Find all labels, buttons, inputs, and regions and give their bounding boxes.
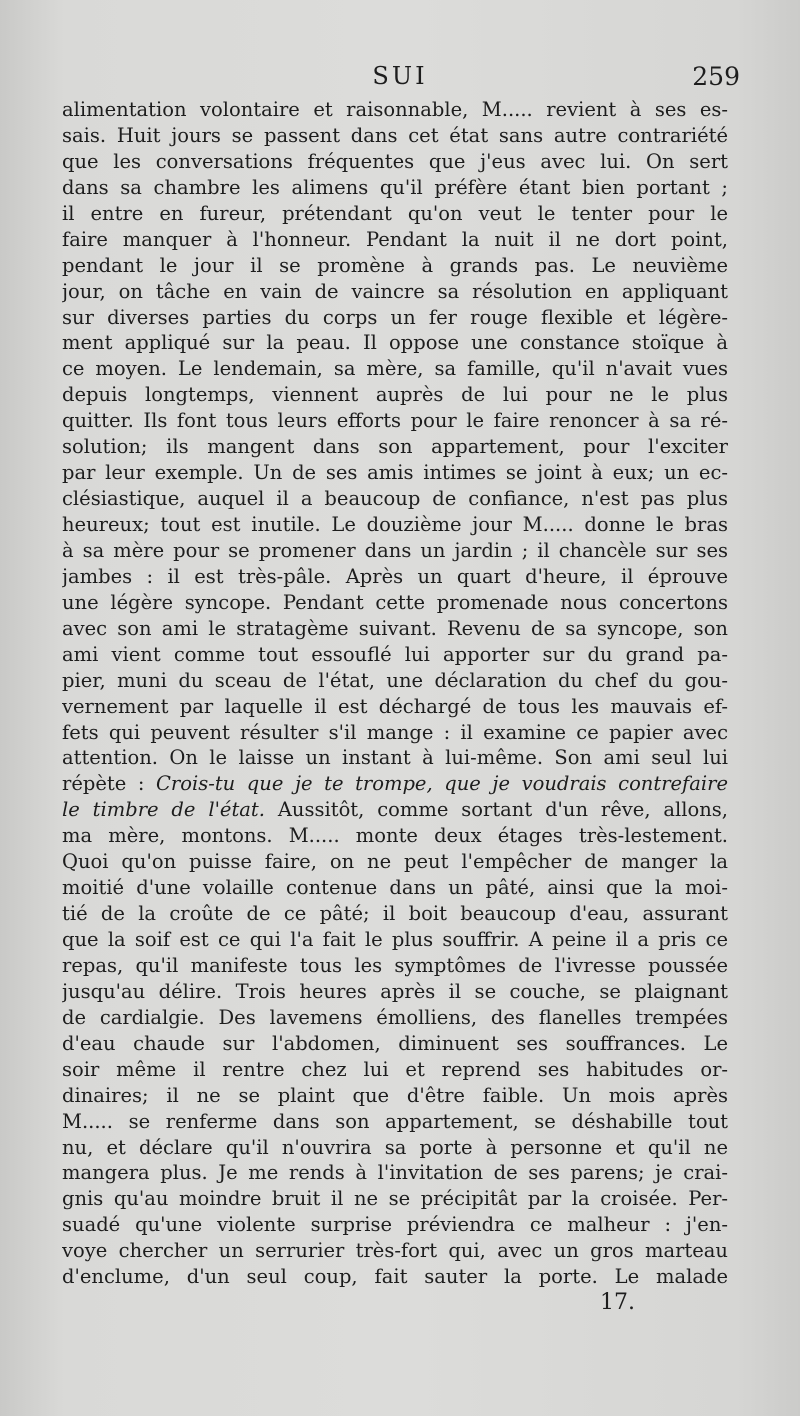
text-line: faire manquer à l'honneur. Pendant la nuit il ne dort point, — [62, 227, 728, 251]
text-line: sur diverses parties du corps un fer rouge flexible et légère- — [62, 305, 728, 329]
text-line: sais. Huit jours se passent dans cet état sans autre contrariété — [62, 123, 728, 147]
text-line: suadé qu'une violente surprise préviendra ce malheur : j'en- — [62, 1213, 728, 1237]
text-line: ma mère, montons. M..... monte deux étages très-lestement. — [62, 824, 728, 848]
text-line: d'enclume, d'un seul coup, fait sauter la porte. Le malade — [62, 1265, 728, 1289]
text-line: mangera plus. Je me rends à l'invitation de ses parens; je crai- — [62, 1161, 728, 1185]
text-line: pendant le jour il se promène à grands pas. Le neuvième — [62, 253, 728, 277]
text-line: repas, qu'il manifeste tous les symptômes de l'ivresse poussée — [62, 953, 728, 977]
text-line: ami vient comme tout essouflé lui apporter sur du grand pa- — [62, 642, 728, 666]
text-line: avec son ami le stratagème suivant. Revenu de sa syncope, son — [62, 616, 728, 640]
text-line: pier, muni du sceau de l'état, une déclaration du chef du gou- — [62, 668, 728, 692]
text-line: nu, et déclare qu'il n'ouvrira sa porte à personne et qu'il ne — [62, 1135, 728, 1159]
text-line: dans sa chambre les alimens qu'il préfère étant bien portant ; — [62, 175, 728, 199]
text-line: que les conversations fréquentes que j'eus avec lui. On sert — [62, 149, 728, 173]
text-line: de cardialgie. Des lavemens émolliens, des flanelles trempées — [62, 1005, 728, 1029]
text-line: jusqu'au délire. Trois heures après il se couche, se plaignant — [62, 979, 728, 1003]
text-line: jour, on tâche en vain de vaincre sa résolution en appliquant — [62, 279, 728, 303]
running-title: SUI — [372, 62, 428, 90]
text-line: jambes : il est très-pâle. Après un quart d'heure, il éprouve — [62, 564, 728, 588]
italic-quote: Crois-tu que je te trompe, que je voudrais contrefaire — [156, 772, 728, 796]
text-line: clésiastique, auquel il a beaucoup de confiance, n'est pas plus — [62, 487, 728, 511]
body-text — [62, 97, 728, 1290]
text-line: soir même il rentre chez lui et reprend ses habitudes or- — [62, 1057, 728, 1081]
text-line: alimentation volontaire et raisonnable, M..... revient à ses es- — [62, 98, 728, 121]
line-suffix: Aussitôt, comme sortant d'un rêve, allons, — [264, 798, 728, 822]
text-line: ment appliqué sur la peau. Il oppose une constance stoïque à — [62, 331, 728, 355]
text-line-italic-quote — [62, 771, 728, 797]
text-line: dinaires; il ne se plaint que d'être faible. Un mois après — [62, 1083, 728, 1107]
line-prefix: répète : — [62, 772, 156, 796]
text-line: attention. On le laisse un instant à lui-même. Son ami seul lui — [62, 746, 728, 770]
text-line: solution; ils mangent dans son appartement, pour l'exciter — [62, 435, 728, 459]
text-line: Quoi qu'on puisse faire, on ne peut l'empêcher de manger la — [62, 850, 728, 874]
text-line: depuis longtemps, viennent auprès de lui pour ne le plus — [62, 383, 728, 407]
text-line: d'eau chaude sur l'abdomen, diminuent ses souffrances. Le — [62, 1031, 728, 1055]
text-line: heureux; tout est inutile. Le douzième jour M..... donne le bras — [62, 513, 728, 536]
signature-mark: 17. — [600, 1290, 635, 1315]
text-line: voye chercher un serrurier très-fort qui, avec un gros marteau — [62, 1239, 728, 1263]
text-line: que la soif est ce qui l'a fait le plus souffrir. A peine il a pris ce — [62, 928, 728, 951]
text-line: vernement par laquelle il est déchargé de tous les mauvais ef- — [62, 694, 728, 718]
text-line: par leur exemple. Un de ses amis intimes se joint à eux; un ec- — [62, 461, 728, 485]
italic-quote: le timbre de l'état. — [62, 798, 265, 822]
text-line: gnis qu'au moindre bruit il ne se précipitât par la croisée. Per- — [62, 1187, 728, 1211]
text-line: une légère syncope. Pendant cette promenade nous concertons — [62, 590, 728, 614]
text-line: ce moyen. Le lendemain, sa mère, sa famille, qu'il n'avait vues — [62, 357, 728, 381]
text-line: à sa mère pour se promener dans un jardin ; il chancèle sur ses — [62, 538, 728, 562]
page-number: 259 — [692, 62, 740, 91]
text-line: fets qui peuvent résulter s'il mange : il examine ce papier avec — [62, 720, 728, 744]
running-head — [60, 58, 740, 94]
text-line: M..... se renferme dans son appartement, se déshabille tout — [62, 1109, 728, 1133]
text-line: tié de la croûte de ce pâté; il boit beaucoup d'eau, assurant — [62, 902, 728, 926]
text-line-italic-quote — [62, 797, 728, 823]
text-line: quitter. Ils font tous leurs efforts pour le faire renoncer à sa ré- — [62, 409, 728, 433]
text-line: il entre en fureur, prétendant qu'on veut le tenter pour le — [62, 201, 728, 225]
text-line: moitié d'une volaille contenue dans un pâté, ainsi que la moi- — [62, 876, 728, 900]
